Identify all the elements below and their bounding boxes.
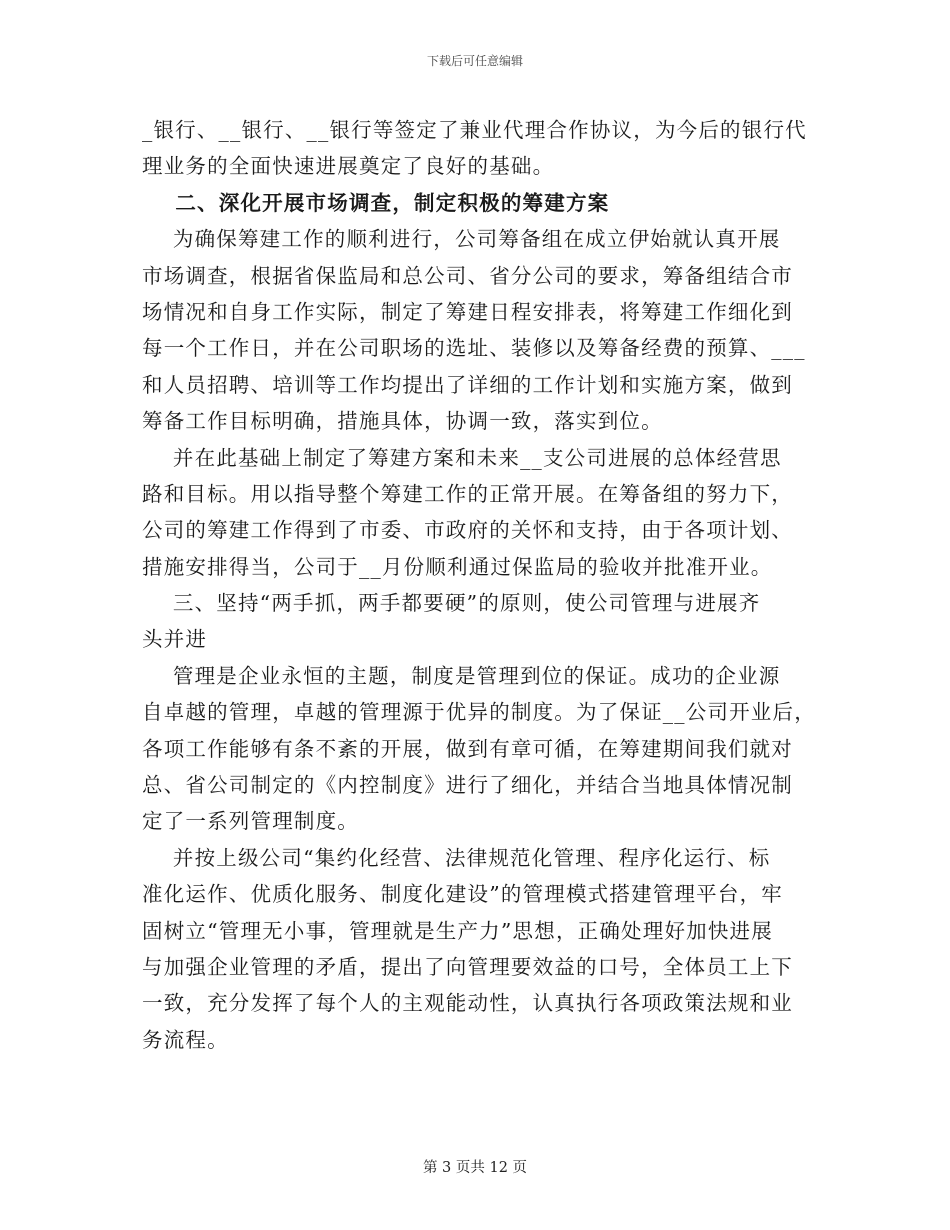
text-line: _银行、__银行、__银行等签定了兼业代理合作协议，为今后的银行代 <box>142 118 807 142</box>
text-line: 筹备工作目标明确，措施具体，协调一致，落实到位。 <box>142 409 663 434</box>
paragraph <box>142 112 806 185</box>
text-line: 一致，充分发挥了每个人的主观能动性，认真执行各项政策法规和业 <box>142 991 793 1016</box>
heading-line: 二、深化开展市场调查，制定积极的筹建方案 <box>142 190 610 215</box>
text-line: 理业务的全面快速进展奠定了良好的基础。 <box>142 154 555 179</box>
text-line: 管理是企业永恒的主题，制度是管理到位的保证。成功的企业源 <box>142 663 781 688</box>
text-line: 三、坚持“两手抓，两手都要硬”的原则，使公司管理与进展齐 <box>142 591 761 616</box>
document-body <box>142 112 816 1058</box>
text-line: 并按上级公司“集约化经营、法律规范化管理、程序化运行、标 <box>142 845 771 870</box>
text-line: 措施安排得当，公司于__月份顺利通过保监局的验收并批准开业。 <box>142 554 773 579</box>
text-line: 为确保筹建工作的顺利进行，公司筹备组在成立伊始就认真开展 <box>142 227 781 252</box>
text-line: 定了一系列管理制度。 <box>142 809 359 834</box>
page-footer: 第 3 页共 12 页 <box>422 1160 528 1176</box>
text-line: 和人员招聘、培训等工作均提出了详细的工作计划和实施方案，做到 <box>142 372 793 397</box>
text-line: 总、省公司制定的《内控制度》进行了细化，并结合当地具体情况制 <box>142 773 793 798</box>
text-line: 公司的筹建工作得到了市委、市政府的关怀和支持，由于各项计划、 <box>142 518 793 543</box>
text-line: 自卓越的管理，卓越的管理源于优异的制度。为了保证__公司开业后， <box>142 700 816 725</box>
text-line: 并在此基础上制定了筹建方案和未来__支公司进展的总体经营思 <box>142 445 782 470</box>
text-line: 固树立“管理无小事，管理就是生产力”思想，正确处理好加快进展 <box>142 918 773 943</box>
text-line: 路和目标。用以指导整个筹建工作的正常开展。在筹备组的努力下， <box>142 481 793 506</box>
text-line: 场情况和自身工作实际，制定了筹建日程安排表，将筹建工作细化到 <box>142 299 793 324</box>
paragraph <box>142 221 806 439</box>
text-line: 市场调查，根据省保监局和总公司、省分公司的要求，筹备组结合市 <box>142 263 793 288</box>
text-line: 与加强企业管理的矛盾，提出了向管理要效益的口号，全体员工上下 <box>142 954 793 979</box>
text-line: 准化运作、优质化服务、制度化建设”的管理模式搭建管理平台，牢 <box>142 882 783 907</box>
paragraph <box>142 840 806 1058</box>
paragraph <box>142 440 806 586</box>
paragraph <box>142 658 816 840</box>
text-line: 头并进 <box>142 627 208 652</box>
text-line: 每一个工作日，并在公司职场的选址、装修以及筹备经费的预算、___ <box>142 336 806 361</box>
text-line: 务流程。 <box>142 1027 229 1052</box>
text-line: 各项工作能够有条不紊的开展，做到有章可循，在筹建期间我们就对 <box>142 736 793 761</box>
page-header: 下载后可任意编辑 <box>426 54 523 68</box>
section-heading <box>142 585 806 658</box>
section-heading <box>142 185 806 221</box>
